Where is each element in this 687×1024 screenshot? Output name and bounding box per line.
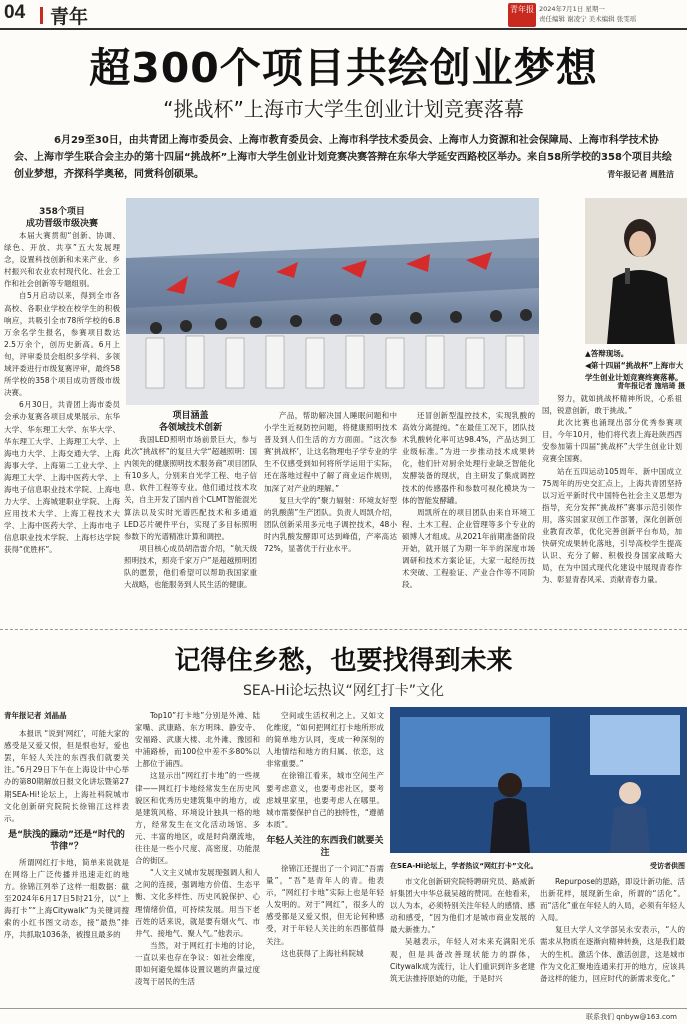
story2-subheadline: SEA-Hi论坛热议“网红打卡”文化 <box>243 683 444 699</box>
story1-subheadline: “挑战杯”上海市大学生创业计划竞赛落幕 <box>163 97 524 121</box>
page-header <box>0 0 687 30</box>
story1-column-1 <box>4 206 120 626</box>
paragraph: 周凯所在的项目团队由来自环境工程、土木工程、企业管理等多个专业的硕博人才组成。从2021年前期准备阶段开始，就开展了为期一年半的深度市场调研和技术方案论证，大家一起经历技术突破、工程验证、产业合作等不同阶段。 <box>402 507 535 590</box>
story2-column-2 <box>135 710 260 1005</box>
paragraph: 6月30日，共青团上海市委员会承办复赛各项目成果展示、东华大学、华东理工大学、东华大学、华东理工大学、上海理工大学、上海电力大学、上海交通大学、上海海事大学、上海第二工业大学、上海理工大学、上海中医药大学、上海电子信息职业技术学院、上海电力大学、上海城建职业学院、上海应用技术大学、上海工程技术大学、上海中医药大学、上海市电子信息职业技术学院、上海杉达学院获得“优胜杯”。 <box>4 400 120 555</box>
paragraph: 此次比赛也涌现出部分优秀参赛项目，今年10月，他们将代表上海赴陕西西安参加第十四届“挑战杯”大学生创业计划竞赛全国赛。 <box>542 418 682 464</box>
paragraph: 复旦大学人文学部吴永安表示，“人的需求从物质在逐渐向精神转换，这是我们最大的生机。激活个体、激活创意，这是城市作为文化汇聚地连通来打开的地方，应该具备这样的能力，回应时代的新需求变化。” <box>540 925 685 983</box>
newspaper-logo: 青年报 <box>508 3 536 27</box>
paragraph: 项目核心成员胡浩雷介绍，“航天级照明技术，照亮千家万户”是超越照明团队的愿景，他们希望可以帮助我国家重大战略，也能服务到人民生活的健康。 <box>124 543 257 590</box>
story2-col1-subhead: 是“肤浅的躁动”还是“时代的节律”？ <box>8 829 125 852</box>
story1-column-5 <box>542 393 682 626</box>
story1-column-3 <box>264 410 397 626</box>
paragraph: “人文主义城市发展现强调人和人之间的连接，强调地方价值、生态平衡、文化多样性、历史风貌保护、心理情绪价值，可持续发展。用当下老百姓的话来说，就是要有烟火气、市井气、接地气、聚人气。”他表示。 <box>135 868 260 938</box>
story2-headline: 记得住乡愁，也要找得到未来 <box>174 646 513 676</box>
story2-column-3 <box>266 710 384 1005</box>
paragraph: 本报讯 “说到‘网红’，可能大家的感受是又爱又恨，但是恨也好，爱也罢，年轻人关注的东西我们就要关注。”6月29日下午在上海设计中心举办的第80期解放日报文化讲坛暨第27期SEA-Hi!论坛上，上海社科院城市文化创新研究院院长徐锦江这样表示。 <box>4 729 129 823</box>
paragraph: 还冒创新型温控技术，实现乳酸的高效分离提纯。“在最佳工况下，团队技术乳酸转化率可达98.4%，产品达到工业级标准。”为进一步推动技术成果转化，他们针对厨余处理行业缺乏智能化发酵装备的现状，自主研发了集成调控技术的传感器件和参数可视化模块为一体的智能发酵罐。 <box>402 411 535 505</box>
section-name: 青年 <box>50 6 89 28</box>
paragraph: 所谓网红打卡地，简单来说就是在网络上广泛传播并迅速走红的地方。徐锦江列举了这样一组数据：截至2024年6月17日5时21分，以“上海打卡”“上海Citywalk”为关键词搜索的小红书图文动态，接“最热”排序，共抓取1036条，被搜且最多的 <box>4 857 129 940</box>
col2-subhead: 项目涵盖 各领域技术创新 <box>158 411 222 433</box>
story2-byline: 青年报记者 刘晶晶 <box>4 711 67 720</box>
story2-column-5 <box>540 876 685 1006</box>
story2-column-4 <box>390 876 535 1006</box>
photo-byline: 青年报记者 施培琦 摄 <box>617 382 685 390</box>
header-meta <box>539 4 636 24</box>
story2-col3-subhead: 年轻人关注的东西我们就要关注 <box>266 835 384 858</box>
issue-date: 2024年7月1日 星期一 <box>539 5 605 13</box>
paragraph: 在徐锦江看来，城市空间生产要考虑意义，也要考虑社区，要考虑城里家里，也要考虑人在哪里。城市需要保护自己的独特性，“遵循本质”。 <box>266 771 384 829</box>
story1-column-2 <box>124 410 257 626</box>
paragraph: 产品，帮助解决国人睡眠问题和中小学生近视防控问题，将健康照明技术普及到人们生活的方方面面。“这次参赛‘挑战杯’，让这名物理电子学专业的学生不仅感受到如何将所学运用于实际，还在落地过程中了解了商业运作规则，加深了对产业的理解。” <box>264 411 397 493</box>
paragraph: 吴越表示，年轻人对未来充满阳光乐观，但是具备改善现状能力的群体，Citywalk成为流行，让人们重识到许多老建筑无法推持原始的功能，于是时兴 <box>390 937 535 983</box>
paragraph: Top10”打卡地”分别是外滩、陆家嘴、武康路、东方明珠、静安寺、安福路、武康大楼、北外滩、豫园和中浦路桥，而100位中差不多80%以上都位于浦西。 <box>135 711 260 769</box>
story1-lead <box>14 132 674 183</box>
paragraph: 市文化创新研究院特聘研究员、路威新轩集团大中华总裁吴越的赞同。在他看来，以人为本，必须特别关注年轻人的感情、感动和感受，“因为他们才是城市商业发展的最大新推力。” <box>390 877 535 935</box>
paragraph: 站在五四运动105周年、新中国成立75周年的历史交汇点上，上海共青团坚持以习近平新时代中国特色社会主义思想为指导，充分发挥“挑战杯”赛事示范引领作用，落实国家双创工作部署，深化创新创业教育改革，优化完善创新平台布局，加快研究成果转化落地，引导高校学生提高认识、充分了解、积极投身国家战略大局，在为中国式现代化建设中展现青春作为、彰显青春风采、贡献青春力量。 <box>542 466 682 585</box>
paragraph: 这也获得了上海社科院城 <box>281 948 364 958</box>
forum-photo <box>390 707 687 853</box>
forum-photo-credit: 受访者供图 <box>650 862 685 870</box>
paragraph: 努力，就如挑战杯精神所说，心系祖国，锐意创新，敢于挑战。” <box>542 394 682 416</box>
story1-column-4 <box>402 410 535 626</box>
paragraph: 空间或生活权利之上。又如文化维度，“如何把网红打卡地所形成的简单地方认同，变成一种深刻的人地情结和地方的归属、依恋，这非常重要。” <box>266 711 384 769</box>
contest-venue-photo <box>126 198 539 405</box>
photo-caption: ▲答辩现场。 ◀第十四届“挑战杯”上海市大学生创业计划竞赛终赛落幕。 <box>585 349 684 382</box>
lead-text: 6月29至30日，由共青团上海市委员会、上海市教育委员会、上海市科学技术委员会、上海市人力资源和社会保障局、上海市科学技术协会、上海市学生联合会主办的第十四届“挑战杯”上海市大学生创业计划竞赛决赛答辩在东华大学延安西路校区举办。来自58所学校的358个项目共绘创业梦想，齐探科学奥秘，同赏科创硕果。 <box>14 135 672 180</box>
page-number: 04 <box>4 2 26 23</box>
forum-illustration <box>390 707 687 853</box>
contact-email: 联系我们 qnbyw@163.com <box>586 1013 677 1021</box>
paragraph: 复旦大学的“聚力辐射：环境友好型的乳酸菌”生产团队。负责人周凯介绍，团队创新采用多元电子调控技术，48小时内乳酸发酵即可达到峰值，产率高达72%，显著优于行业水平。 <box>264 495 397 554</box>
speaker-illustration <box>585 198 687 344</box>
paragraph: 徐锦江还提出了一个词汇“吾需量”，“吾”是青年人的青。他表示，“网红打卡地”实际上也是年轻人发明的。对于“网红”，很多人的感受都是又爱又恨，但无论何种感受，对于年轻人关注的东西都值得关注。 <box>266 863 384 946</box>
paragraph: 本届大赛贯彻“创新、协调、绿色、开放、共享”五大发展理念，设置科技创新和未来产业、乡村振兴和农业农村现代化、社会工作和社会创新等专题组别。 <box>4 231 120 289</box>
speaker-photo <box>585 198 687 344</box>
forum-caption: 在SEA-Hi论坛上，学者热议“网红打卡”文化。 <box>390 862 538 870</box>
crowd-illustration <box>126 198 539 405</box>
paragraph: 自5月启动以来，得到全市各高校、各职业学校在校学生的积极响应，共吸引全市78所学校的6.8万余名学生报名，参赛项目数达2.5万余个，创历史新高。6月上旬，评审委员会组织多学科、多领域评委进行市级复赛评审，最终58所学校的358个项目成功晋级市级决赛。 <box>4 291 120 398</box>
section-divider <box>0 629 687 630</box>
story2-column-1 <box>4 710 129 1005</box>
paragraph: 我国LED照明市场前景巨大，参与此次“挑战杯”的复旦大学“超越照明：国内领先的健康照明技术服务商”项目团队有10多人，分别来自光学工程、电子信息、软件工程等专业。他们通过技术攻关，自主开发了国内首个CLMT智能混光算法以及实时光谱匹配技术和多通道LED芯片硬件平台，实现了多目标照明参数下的光谱精准计算和调控。 <box>124 435 257 541</box>
paragraph: Repurpose的思路，即设计新功能、活出新花样，展现新生命，所谓的“活化”。而“活化”重在年轻人的入局，必须有年轻人入局。 <box>540 877 685 923</box>
paragraph: 这显示出“网红打卡地”的一些规律——网红打卡地经常发生在历史风貌区和优秀历史建筑集中的地方，或是建筑风格、环境设计独具一格的地方，经常发生在文化活动场馆、多元、丰富的地区，或是时尚潮流地，往往是一些小尺度、高密度、功能混合的街区。 <box>135 771 260 866</box>
story1-headline: 超300个项目共绘创业梦想 <box>89 44 598 92</box>
editors-line: 责任编辑 谢凌宁 美术编辑 张雯瑶 <box>539 15 637 23</box>
paragraph: 当然，对于网红打卡地的讨论，一直以来也存在争议：如社会维度，即如何避免媒体设置议题的声量过度凌驾于居民的生活 <box>135 940 260 987</box>
col1-subhead: 358个项目 成功晋级市级决赛 <box>25 207 98 229</box>
page-footer <box>0 1008 687 1024</box>
lead-byline: 青年报记者 周胜洁 <box>607 170 674 179</box>
header-accent-bar <box>40 7 43 24</box>
